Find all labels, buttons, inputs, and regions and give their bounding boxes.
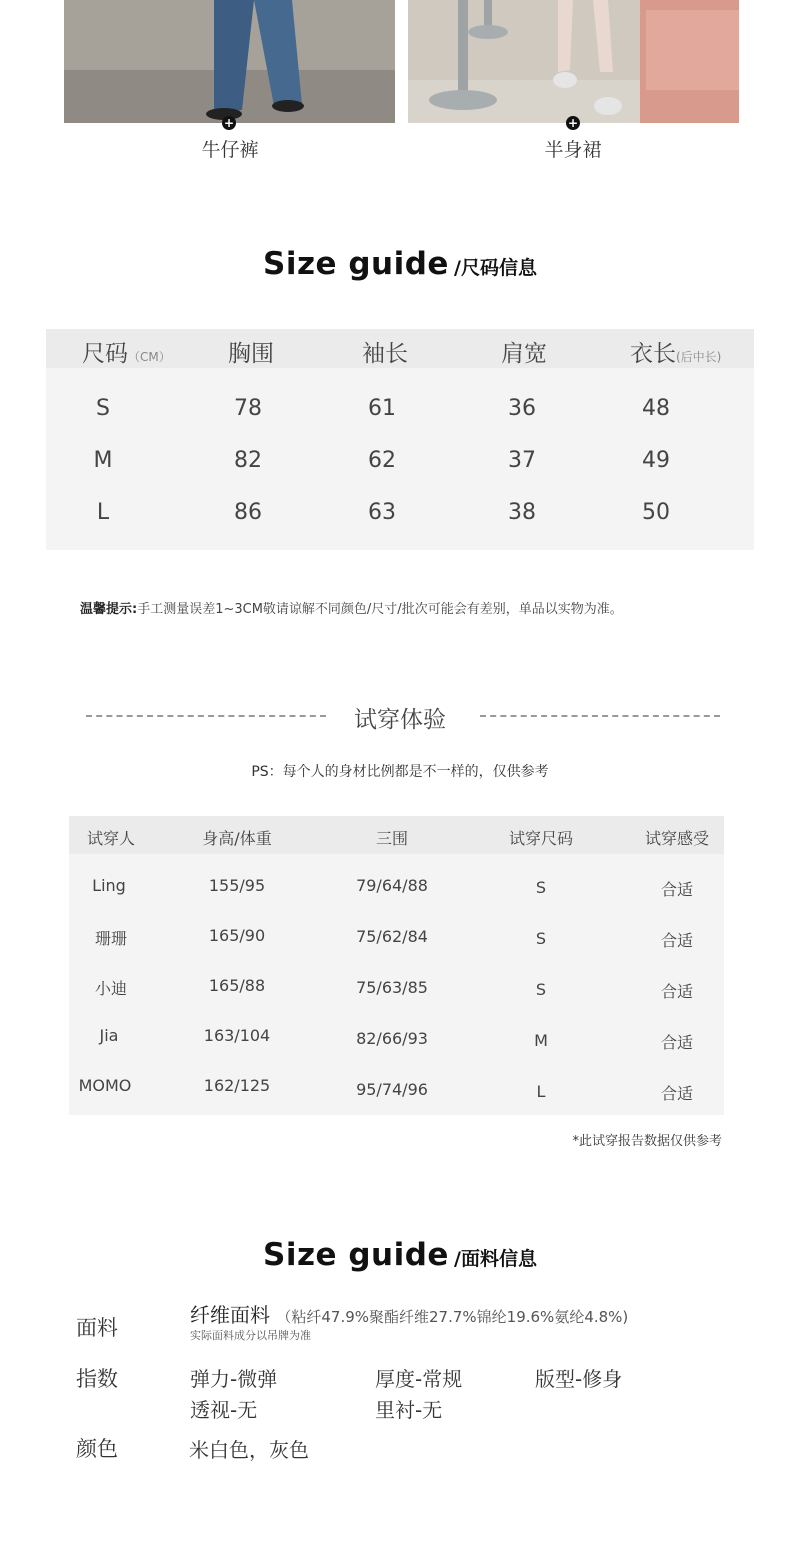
size-guide-title xyxy=(0,246,800,282)
size-header-sleeve: 袖长 xyxy=(362,341,408,367)
try-cell: 165/90 xyxy=(208,926,266,945)
try-cell: 合适 xyxy=(660,982,693,1001)
divider-right xyxy=(480,715,720,717)
size-cell: M xyxy=(93,448,113,473)
size-cell: L xyxy=(96,500,110,525)
size-cell: 63 xyxy=(368,500,396,525)
size-cell: 36 xyxy=(508,396,536,421)
index-fit: 版型-修身 xyxy=(535,1367,623,1391)
index-elasticity: 弹力-微弹 xyxy=(190,1367,278,1391)
index-thickness: 厚度-常规 xyxy=(375,1367,463,1391)
plus-icon[interactable]: + xyxy=(223,116,235,130)
color-label: 颜色 xyxy=(76,1437,118,1461)
fabric-composition: （粘纤47.9%聚酯纤维27.7%锦纶19.6%氨纶4.8%) xyxy=(276,1308,629,1326)
try-cell: 75/62/84 xyxy=(356,927,428,946)
size-cell: 62 xyxy=(368,448,396,473)
measurement-tip xyxy=(80,598,623,617)
plus-icon[interactable]: + xyxy=(567,116,579,130)
tip-text: 手工测量误差1~3CM敬请谅解不同颜色/尺寸/批次可能会有差别，单品以实物为准。 xyxy=(137,602,623,617)
fabric-name: 纤维面料 xyxy=(190,1303,270,1327)
size-cell: 82 xyxy=(234,448,262,473)
fabric-label: 面料 xyxy=(76,1316,118,1340)
try-on-title: 试穿体验 xyxy=(354,707,446,733)
fabric-guide-title-en: Size guide xyxy=(263,1237,449,1273)
try-cell: 75/63/85 xyxy=(356,978,428,997)
try-cell: 163/104 xyxy=(203,1026,271,1045)
size-cell: 49 xyxy=(642,448,670,473)
size-cell: 61 xyxy=(368,396,396,421)
fabric-guide-title xyxy=(0,1237,800,1273)
size-header-chest: 胸围 xyxy=(228,341,274,367)
fabric-guide-title-cn: /面料信息 xyxy=(454,1248,537,1270)
try-cell: 165/88 xyxy=(208,976,266,995)
outfit-caption-skirt: 半身裙 xyxy=(544,139,602,161)
try-cell: 82/66/93 xyxy=(356,1029,428,1048)
try-cell: 合适 xyxy=(660,1033,693,1052)
try-header-measurements: 三围 xyxy=(375,829,408,848)
try-on-note: *此试穿报告数据仅供参考 xyxy=(572,1134,722,1149)
try-header-height-weight: 身高/体重 xyxy=(202,829,272,848)
size-cell: 86 xyxy=(234,500,262,525)
fabric-value xyxy=(190,1299,628,1328)
try-cell: Jia xyxy=(99,1026,119,1045)
index-lining: 里衬-无 xyxy=(375,1398,443,1422)
size-table xyxy=(46,329,754,550)
size-guide-title-cn: /尺码信息 xyxy=(454,257,537,279)
size-cell: S xyxy=(96,396,110,421)
try-cell: MOMO xyxy=(78,1076,132,1095)
size-header-shoulder: 肩宽 xyxy=(501,341,547,367)
try-cell: L xyxy=(536,1082,546,1101)
try-cell: S xyxy=(535,878,547,897)
size-guide-title-en: Size guide xyxy=(263,246,449,282)
skirt-photo-illustration xyxy=(408,0,739,123)
try-cell: 合适 xyxy=(660,931,693,950)
tip-label: 温馨提示: xyxy=(80,602,138,617)
try-on-table-header xyxy=(69,816,724,854)
size-table-header xyxy=(46,329,754,368)
size-header-size: 尺码（CM） xyxy=(82,341,171,367)
try-cell: 小迪 xyxy=(94,979,127,998)
try-cell: 珊珊 xyxy=(94,929,127,948)
size-header-length: 衣长(后中长) xyxy=(630,341,722,367)
outfit-photo-skirt xyxy=(408,0,739,123)
size-cell: 48 xyxy=(642,396,670,421)
try-on-table xyxy=(69,816,724,1115)
try-cell: 95/74/96 xyxy=(356,1080,428,1099)
try-cell: 合适 xyxy=(660,880,693,899)
try-cell: M xyxy=(534,1031,548,1050)
outfit-photo-jeans xyxy=(64,0,395,123)
try-cell: 155/95 xyxy=(208,876,266,895)
try-header-size: 试穿尺码 xyxy=(508,829,573,848)
try-cell: 79/64/88 xyxy=(356,876,428,895)
size-cell: 78 xyxy=(234,396,262,421)
try-on-ps: PS：每个人的身材比例都是不一样的，仅供参考 xyxy=(251,764,549,780)
color-value: 米白色，灰色 xyxy=(189,1438,309,1462)
size-cell: 37 xyxy=(508,448,536,473)
try-cell: S xyxy=(535,929,547,948)
size-cell: 38 xyxy=(508,500,536,525)
outfit-caption-jeans: 牛仔裤 xyxy=(201,139,259,161)
size-cell: 50 xyxy=(642,500,670,525)
index-label: 指数 xyxy=(76,1367,118,1391)
jeans-photo-illustration xyxy=(64,0,395,123)
try-cell: Ling xyxy=(92,876,126,895)
try-cell: 162/125 xyxy=(203,1076,271,1095)
fabric-subnote: 实际面料成分以吊牌为准 xyxy=(190,1329,311,1342)
try-header-person: 试穿人 xyxy=(86,829,135,848)
try-header-feeling: 试穿感受 xyxy=(644,829,709,848)
try-cell: 合适 xyxy=(660,1084,693,1103)
index-transparency: 透视-无 xyxy=(190,1398,258,1422)
try-cell: S xyxy=(535,980,547,999)
